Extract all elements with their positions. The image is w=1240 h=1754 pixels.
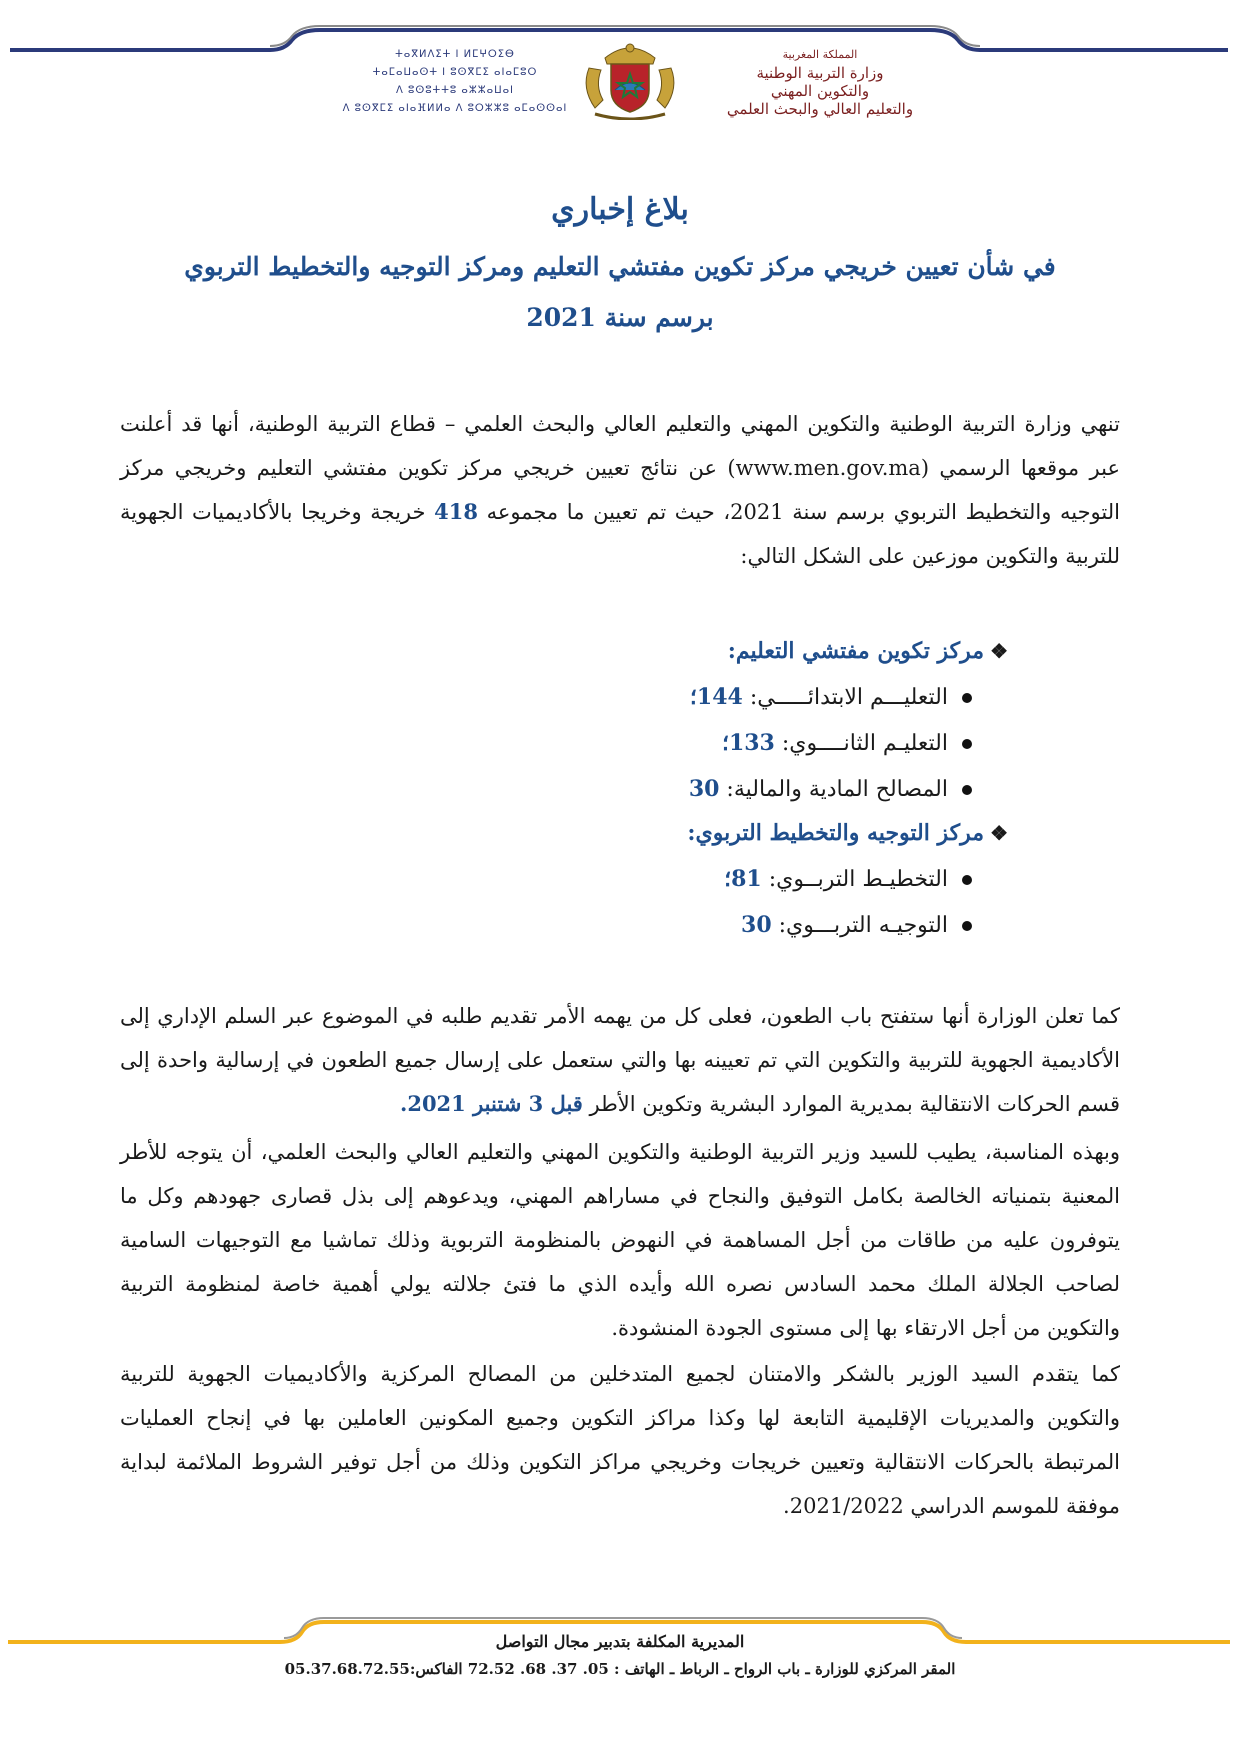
bullet-icon xyxy=(962,785,972,795)
thanks-paragraph xyxy=(120,1352,1120,1528)
appeals-deadline: قبل 3 شتنبر 2021. xyxy=(400,1091,583,1116)
section-header-orientation xyxy=(687,820,1008,846)
bullet-icon xyxy=(962,875,972,885)
header-tifinagh xyxy=(330,46,580,118)
footer-address: المقر المركزي للوزارة ـ باب الرواح ـ الرباط ـ الهاتف : 05. 37. 68. 72.52 الفاكس:05.37.68.72.55 xyxy=(284,1660,956,1678)
item-label: التعليـــم الابتدائـــــي: xyxy=(742,685,948,710)
diamond-bullet-icon: ❖ xyxy=(990,639,1008,663)
appeals-paragraph xyxy=(120,994,1120,1126)
list-item xyxy=(690,684,972,710)
item-label: التعليـم الثانــــوي: xyxy=(774,731,948,756)
list-item xyxy=(689,776,972,802)
item-value: 133؛ xyxy=(721,730,775,756)
list-item xyxy=(722,730,972,756)
intro-text: تنهي وزارة التربية الوطنية والتكوين المهني والتعليم العالي والبحث العلمي – قطاع التربية الوطنية، أنها قد أعلنت عبر موقعها الرسمي (www.men.gov.ma) عن نتائج تعيين خريجي مركز تكوين مفتشي التعليم وخريجي مركز التوجيه والتخطيط التربوي برسم سنة 2021، حيث تم تعيين ما مجموعه xyxy=(120,412,1121,524)
coat-of-arms-icon xyxy=(575,38,685,120)
section-header-inspectors xyxy=(728,638,1008,664)
document-subject: في شأن تعيين خريجي مركز تكوين مفتشي التعليم ومركز التوجيه والتخطيط التربوي xyxy=(184,252,1056,281)
tifinagh-line: ⵜⴰⴳⵍⴷⵉⵜ ⵏ ⵍⵎⵖⵔⵉⴱ xyxy=(395,49,515,60)
ministry-line: والتعليم العالي والبحث العلمي xyxy=(726,100,914,118)
tifinagh-line: ⴷ ⵓⵙⵓⵜⵜⵓ ⴰⵣⵣⴰⵡⴰⵏ xyxy=(395,85,515,96)
document-year: برسم سنة 2021 xyxy=(526,303,714,332)
list-item xyxy=(724,866,972,892)
thanks-text: كما يتقدم السيد الوزير بالشكر والامتنان لجميع المتدخلين من المصالح المركزية والأكاديميات الجهوية للتربية والتكوين والمديريات الإقليمية التابعة لها وكذا مراكز التكوين وجميع المكونين العاملين بها في إنجاح العمليات المرتبطة بالحركات الانتقالية وتعيين خريجات وخريجي مراكز التكوين وذلك من أجل توفير الشروط الملائمة لبداية موفقة للموسم الدراسي 2021/2022. xyxy=(120,1362,1120,1518)
item-label: التخطيـط التربــوي: xyxy=(761,867,948,892)
ministry-line: وزارة التربية الوطنية xyxy=(756,64,884,82)
intro-text-end: خريجة وخريجا بالأكاديميات الجهوية للتربية والتكوين موزعين على الشكل التالي: xyxy=(120,500,1120,568)
appeals-text: كما تعلن الوزارة أنها ستفتح باب الطعون، فعلى كل من يهمه الأمر تقديم طلبه في الموضوع عبر السلم الإداري إلى الأكاديمية الجهوية للتربية والتكوين التي تم تعيينه بها والتي ستعمل على إرسال جميع الطعون في إرسالية واحدة إلى قسم الحركات الانتقالية بمديرية الموارد البشرية وتكوين الأطر xyxy=(120,1004,1120,1116)
document-title: بلاغ إخباري xyxy=(551,192,689,227)
item-label: المصالح المادية والمالية: xyxy=(719,777,948,802)
total-count: 418 xyxy=(434,499,478,524)
item-value: 144؛ xyxy=(689,684,743,710)
section-title: مركز تكوين مفتشي التعليم: xyxy=(727,638,985,664)
footer-directorate: المديرية المكلفة بتدبير مجال التواصل xyxy=(495,1632,745,1651)
tifinagh-line: ⵜⴰⵎⴰⵡⴰⵙⵜ ⵏ ⵓⵙⴳⵎⵉ ⴰⵏⴰⵎⵓⵔ xyxy=(372,67,538,78)
section-title: مركز التوجيه والتخطيط التربوي: xyxy=(687,820,985,846)
intro-paragraph xyxy=(120,402,1120,578)
tifinagh-line: ⴷ ⵓⵙⴳⵎⵉ ⴰⵏⴰⴼⵍⵍⴰ ⴷ ⵓⵔⵣⵣⵓ ⴰⵎⴰⵙⵙⴰⵏ xyxy=(342,103,568,114)
diamond-bullet-icon: ❖ xyxy=(990,821,1008,845)
list-item xyxy=(741,912,972,938)
congratulations-paragraph xyxy=(120,1130,1120,1350)
item-value: 30 xyxy=(741,912,772,938)
congratulations-text: وبهذه المناسبة، يطيب للسيد وزير التربية الوطنية والتكوين المهني والتعليم العالي والبحث العلمي، أن يتوجه للأطر المعنية بتمنياته الخالصة بكامل التوفيق والنجاح في مساراهم المهني، ويدعوهم إلى بذل قصارى جهودهم وكل ما يتوفرون عليه من طاقات من أجل المساهمة في النهوض بالمنظومة التربوية وذلك تماشيا مع التوجيهات السامية لصاحب الجلالة الملك محمد السادس نصره الله وأيده الذي ما فتئ جلالته يولي أهمية خاصة لمنظومة التربية والتكوين من أجل الارتقاء بها إلى مستوى الجودة المنشودة. xyxy=(120,1140,1120,1340)
bullet-icon xyxy=(962,693,972,703)
ministry-line: والتكوين المهني xyxy=(770,82,870,100)
kingdom-line: المملكة المغربية xyxy=(782,48,858,61)
item-value: 81؛ xyxy=(724,866,762,892)
item-value: 30 xyxy=(688,776,720,802)
item-label: التوجيـه التربـــوي: xyxy=(771,913,948,938)
bullet-icon xyxy=(962,739,972,749)
bullet-icon xyxy=(962,921,972,931)
header-arabic xyxy=(690,46,950,118)
